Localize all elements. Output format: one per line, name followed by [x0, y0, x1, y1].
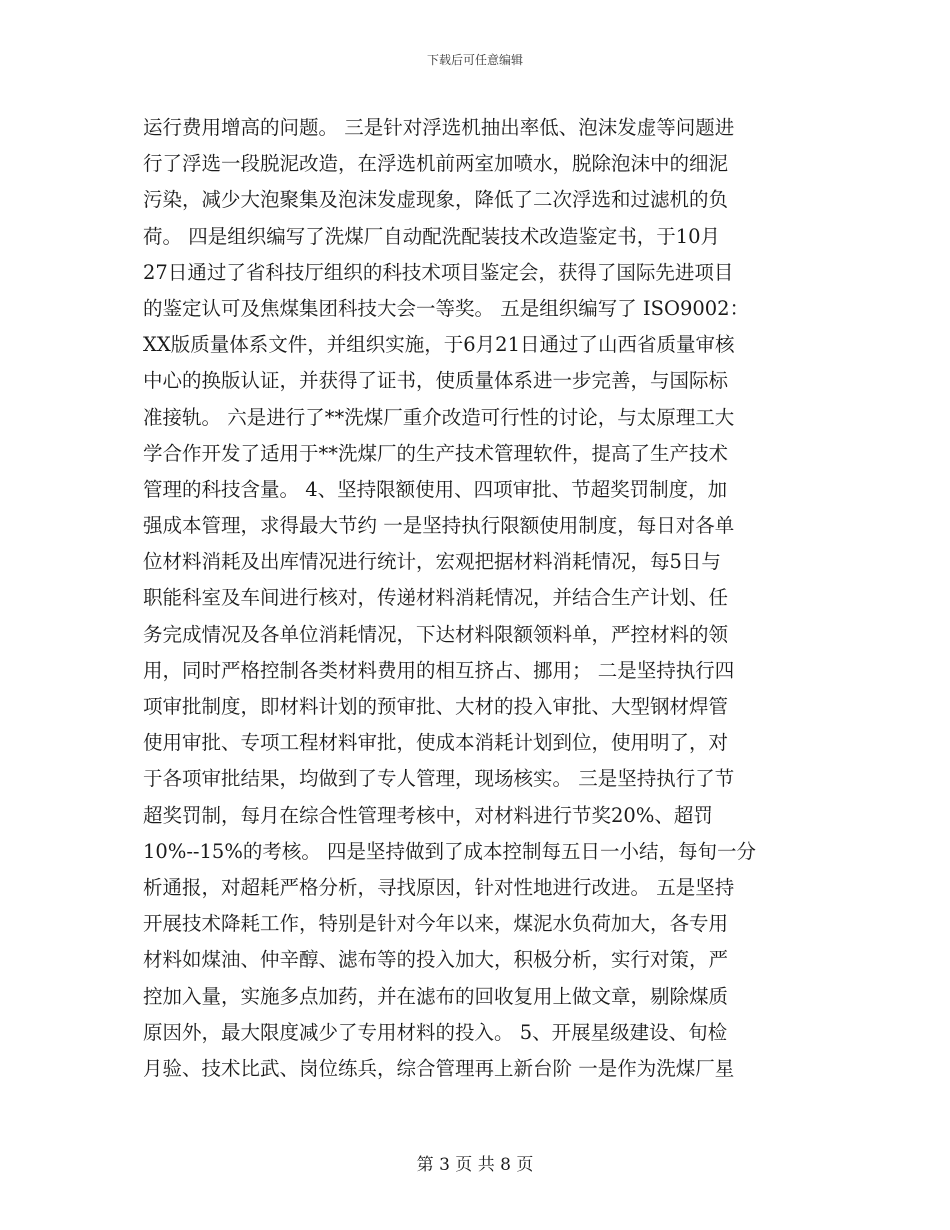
body-line: 污染，减少大泡聚集及泡沫发虚现象，降低了二次浮选和过滤机的负	[143, 188, 729, 212]
page-header: 下载后可任意编辑	[426, 53, 523, 67]
body-line: 荷。 四是组织编写了洗煤厂自动配洗配装技术改造鉴定书，于10月	[143, 224, 721, 248]
body-line: 项审批制度，即材料计划的预审批、大材的投入审批、大型钢材焊管	[143, 695, 729, 718]
body-line: 管理的科技含量。 4、坚持限额使用、四项审批、节超奖罚制度，加	[143, 477, 728, 501]
body-line: 超奖罚制，每月在综合性管理考核中，对材料进行节奖20%、超罚	[143, 803, 713, 827]
body-line: 学合作开发了适用于**洗煤厂的生产技术管理软件，提高了生产技术	[143, 441, 729, 465]
body-line: 材料如煤油、仲辛醇、滤布等的投入加大，积极分析，实行对策，严	[143, 948, 729, 972]
body-line: 强成本管理，求得最大节约 一是坚持执行限额使用制度，每日对各单	[143, 514, 735, 538]
body-line: 用，同时严格控制各类材料费用的相互挤占、挪用； 二是坚持执行四	[143, 658, 735, 682]
body-line: 使用审批、专项工程材料审批，使成本消耗计划到位，使用明了，对	[143, 731, 729, 755]
body-line: 月验、技术比武、岗位练兵，综合管理再上新台阶 一是作为洗煤厂星	[143, 1056, 735, 1080]
body-line: 原因外，最大限度减少了专用材料的投入。 5、开展星级建设、旬检	[143, 1020, 728, 1044]
body-line: 位材料消耗及出库情况进行统计，宏观把据材料消耗情况，每5日与	[143, 550, 721, 574]
body-line: 务完成情况及各单位消耗情况，下达材料限额领料单，严控材料的领	[143, 622, 729, 646]
body-line: 析通报，对超耗严格分析，寻找原因，针对性地进行改进。 五是坚持	[143, 875, 735, 899]
body-line: 控加入量，实施多点加药，并在滤布的回收复用上做文章，剔除煤质	[143, 984, 729, 1008]
body-line: 于各项审批结果，均做到了专人管理，现场核实。 三是坚持执行了节	[143, 767, 735, 791]
body-line: 准接轨。 六是进行了**洗煤厂重介改造可行性的讨论，与太原理工大	[143, 405, 735, 429]
body-line: 27日通过了省科技厅组织的科技术项目鉴定会，获得了国际先进项目	[143, 260, 734, 284]
body-line: 行了浮选一段脱泥改造，在浮选机前两室加喷水，脱除泡沫中的细泥	[143, 152, 729, 176]
body-line: 的鉴定认可及焦煤集团科技大会一等奖。 五是组织编写了 ISO9002：	[143, 296, 750, 320]
body-line: 开展技术降耗工作，特别是针对今年以来，煤泥水负荷加大，各专用	[143, 912, 729, 936]
body-line: 10%--15%的考核。 四是坚持做到了成本控制每五日一小结，每旬一分	[143, 839, 757, 863]
body-line: XX版质量体系文件，并组织实施，于6月21日通过了山西省质量审核	[143, 333, 735, 357]
document-body	[143, 110, 813, 1087]
body-line: 中心的换版认证，并获得了证书，使质量体系进一步完善，与国际标	[143, 369, 729, 393]
page-number-footer: 第 3 页 共 8 页	[416, 1155, 534, 1175]
body-line: 职能科室及车间进行核对，传递材料消耗情况，并结合生产计划、任	[143, 586, 729, 610]
body-line: 运行费用增高的问题。 三是针对浮选机抽出率低、泡沫发虚等问题进	[143, 116, 735, 139]
